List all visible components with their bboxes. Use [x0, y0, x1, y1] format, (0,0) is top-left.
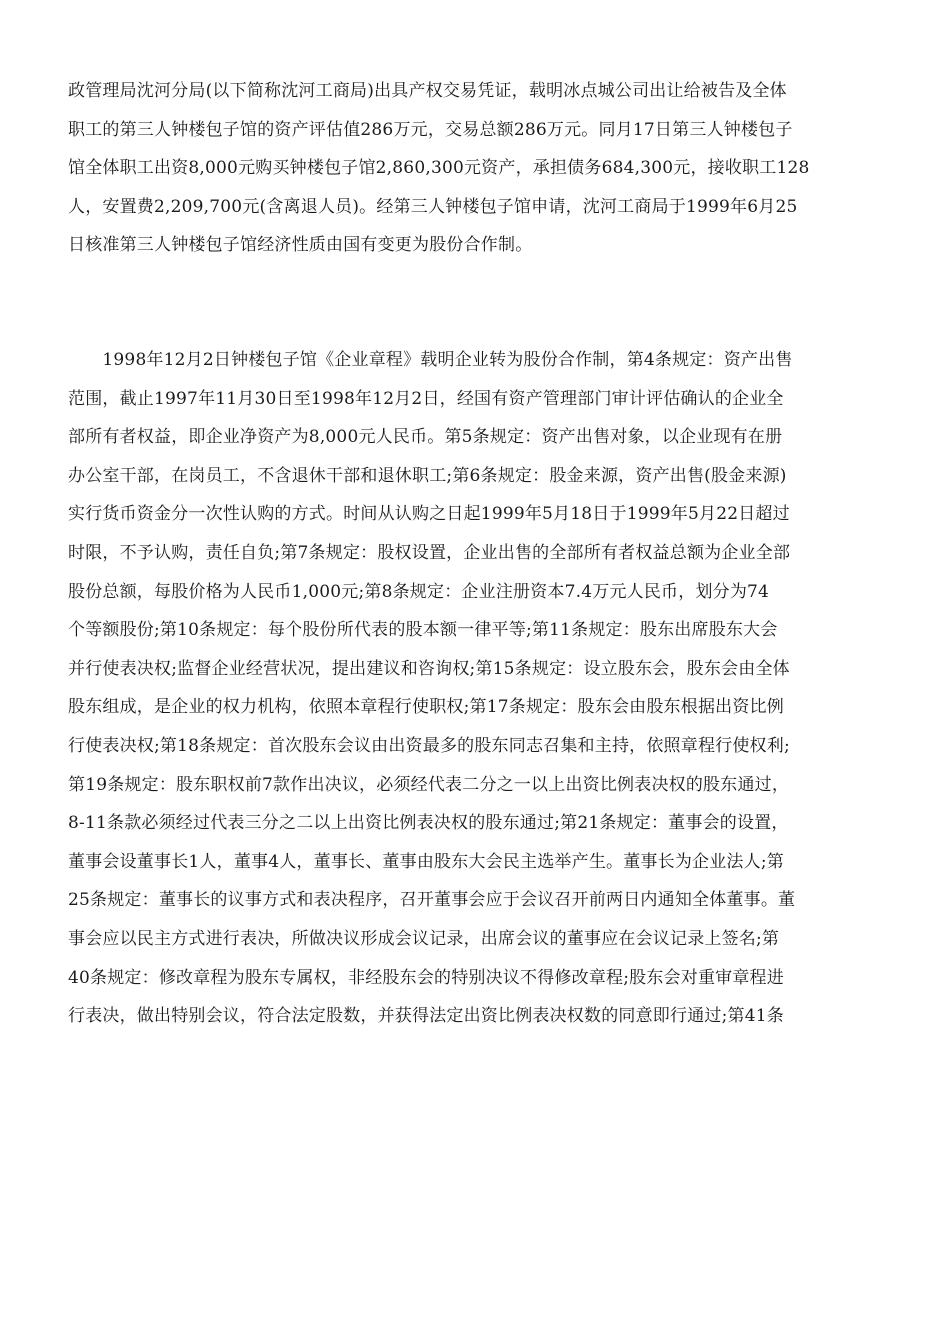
text-line: 范围，截止1997年11月30日至1998年12月2日，经国有资产管理部门审计评估确认的企业全: [68, 388, 784, 409]
text-line: 8-11条款必须经过代表三分之二以上出资比例表决权的股东通过;第21条规定：董事会的设置，: [68, 813, 789, 834]
text-line: 行使表决权;第18条规定：首次股东会议由出资最多的股东同志召集和主持，依照章程行使权利;: [68, 735, 790, 756]
text-line: 实行货币资金分一次性认购的方式。时间从认购之日起1999年5月18日于1999年5月22日超过: [68, 504, 790, 525]
text-line: 董事会设董事长1人，董事4人，董事长、董事由股东大会民主选举产生。董事长为企业法人;第: [68, 851, 784, 872]
text-line: 人，安置费2,209,700元(含离退人员)。经第三人钟楼包子馆申请，沈河工商局于1999年6月25: [68, 196, 798, 217]
text-line: 政管理局沈河分局(以下简称沈河工商局)出具产权交易凭证，载明冰点城公司出让给被告及全体: [68, 81, 787, 101]
text-line: 股东组成，是企业的权力机构，依照本章程行使职权;第17条规定：股东会由股东根据出资比例: [68, 697, 784, 718]
text-line: 部所有者权益，即企业净资产为8,000元人民币。第5条规定：资产出售对象，以企业现有在册: [68, 427, 783, 448]
text-line: 馆全体职工出资8,000元购买钟楼包子馆2,860,300元资产，承担债务684,300元，接收职工128: [68, 158, 810, 179]
paragraph-2: [68, 341, 884, 1036]
text-line: 25条规定：董事长的议事方式和表决程序，召开董事会应于会议召开前两日内通知全体董事。董: [68, 890, 796, 911]
text-line: 股份总额，每股价格为人民币1,000元;第8条规定：企业注册资本7.4万元人民币，划分为74: [68, 581, 770, 602]
text-line: 第19条规定：股东职权前7款作出决议，必须经代表二分之一以上出资比例表决权的股东通过，: [68, 774, 790, 795]
text-line: 行表决，做出特别会议，符合法定股数，并获得法定出资比例表决权数的同意即行通过;第41条: [68, 1006, 784, 1027]
text-line: 日核准第三人钟楼包子馆经济性质由国有变更为股份合作制。: [68, 235, 533, 256]
text-line: 并行使表决权;监督企业经营状况，提出建议和咨询权;第15条规定：设立股东会，股东会由全体: [68, 658, 790, 679]
text-line: 1998年12月2日钟楼包子馆《企业章程》载明企业转为股份合作制，第4条规定：资产出售: [68, 350, 793, 370]
text-line: 个等额股份;第10条规定：每个股份所代表的股本额一律平等;第11条规定：股东出席股东大会: [68, 620, 778, 641]
text-line: 办公室干部，在岗员工，不含退休干部和退休职工;第6条规定：股金来源，资产出售(股金来源): [68, 465, 787, 486]
paragraph-1: [68, 72, 884, 265]
text-line: 事会应以民主方式进行表决，所做决议形成会议记录，出席会议的董事应在会议记录上签名;第: [68, 928, 780, 949]
text-line: 时限，不予认购，责任自负;第7条规定：股权设置，企业出售的全部所有者权益总额为企业全部: [68, 542, 791, 563]
text-line: 40条规定：修改章程为股东专属权，非经股东会的特别决议不得修改章程;股东会对重审章程进: [68, 967, 784, 988]
text-line: 职工的第三人钟楼包子馆的资产评估值286万元，交易总额286万元。同月17日第三人钟楼包子: [68, 119, 793, 140]
